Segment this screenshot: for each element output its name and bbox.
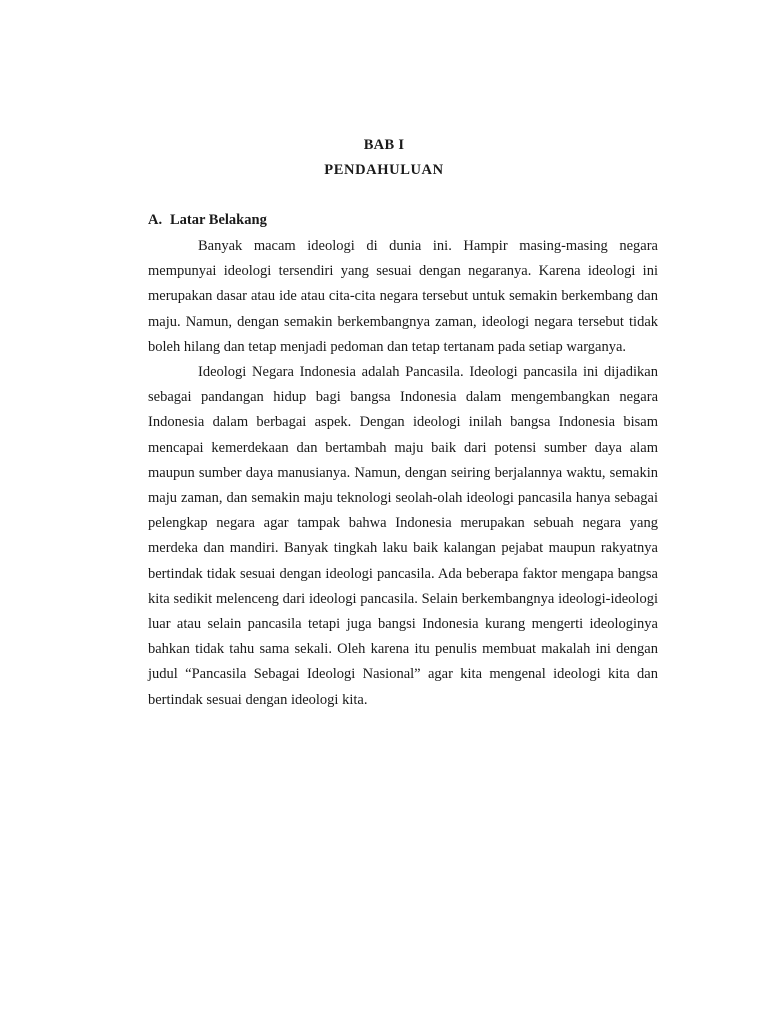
paragraph: Ideologi Negara Indonesia adalah Pancasila. Ideologi pancasila ini dijadikan sebagai pandangan hidup bagi bangsa Indonesia dalam mengembangkan negara Indonesia dalam berbagai aspek. Dengan ideologi inilah bangsa Indonesia bisam mencapai kemerdekaan dan bertambah maju baik dari potensi sumber daya alam maupun sumber daya manusianya. Namun, dengan seiring berjalannya waktu, semakin maju zaman, dan semakin maju teknologi seolah-olah ideologi pancasila hanya sebagai pelengkap negara agar tampak bahwa Indonesia merupakan sebuah negara yang merdeka dan mandiri. Banyak tingkah laku baik kalangan pejabat maupun rakyatnya bertindak tidak sesuai dengan ideologi pancasila. Ada beberapa faktor mengapa bangsa kita sedikit melenceng dari ideologi pancasila. Selain berkembangnya ideologi-ideologi luar atau selain pancasila tetapi juga bangsi Indonesia kurang mengerti ideologinya bahkan tidak tahu sama sekali. Oleh karena itu penulis membuat makalah ini dengan judul “Pancasila Sebagai Ideologi Nasional” agar kita mengenal ideologi kita dan bertindak sesuai dengan ideologi kita. <box>148 364 658 708</box>
chapter-title: PENDAHULUAN <box>324 162 444 178</box>
paragraph: Banyak macam ideologi di dunia ini. Hampir masing-masing negara mempunyai ideologi tersendiri yang sesuai dengan negaranya. Karena ideologi ini merupakan dasar atau ide atau cita-cita negara tersebut untuk semakin berkembang dan maju. Namun, dengan semakin berkembangnya zaman, ideologi negara tersebut tidak boleh hilang dan tetap menjadi pedoman dan tetap tertanam pada setiap warganya. <box>148 238 658 355</box>
section-number: A. <box>148 212 163 228</box>
section-title: Latar Belakang <box>170 212 267 228</box>
chapter-number: BAB I <box>363 137 405 153</box>
section-heading <box>148 212 267 229</box>
body-text <box>148 234 658 713</box>
